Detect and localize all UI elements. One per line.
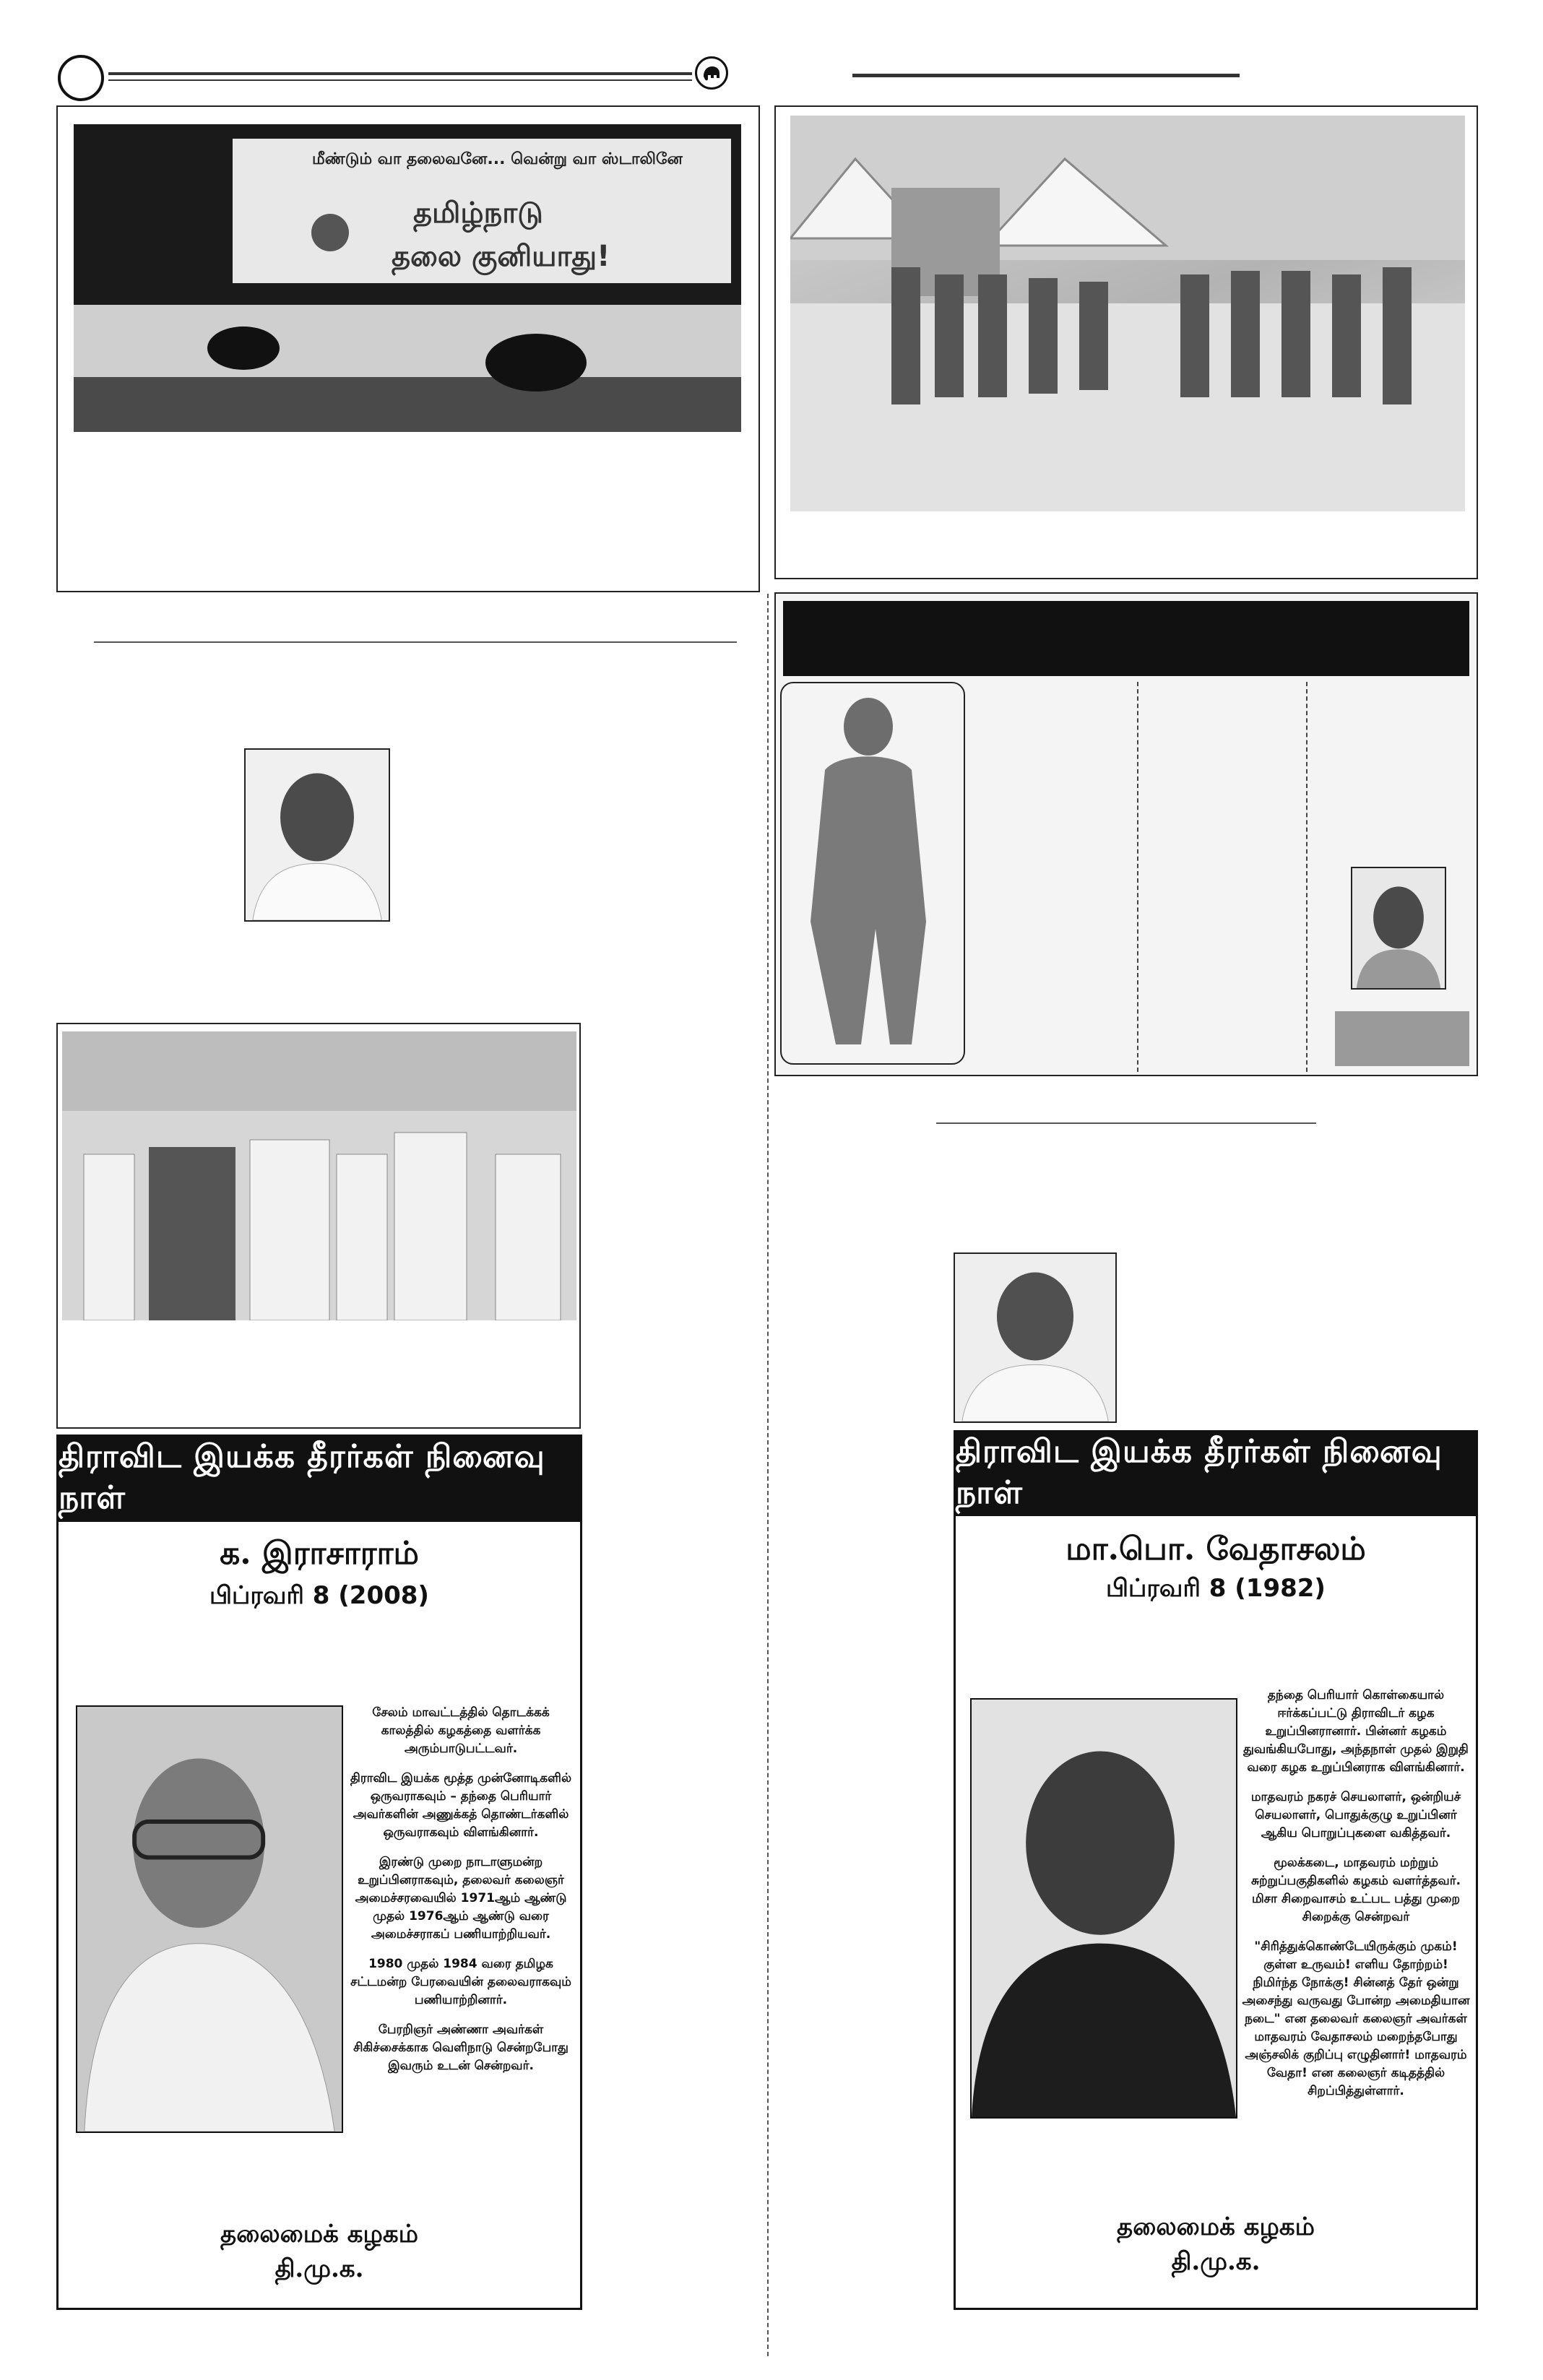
header-rule-right [852,74,1240,77]
left-section-rule [94,641,737,643]
portrait-photo-2 [1351,867,1446,990]
tribute-right-date: பிப்ரவரி 8 (1982) [1106,1574,1326,1603]
right-section-rule [936,1122,1316,1124]
tribute-right-portrait [970,1698,1237,2119]
tribute-left-bio [349,1704,573,2087]
tribute-left-footer-line2: தி.மு.க. [275,2254,364,2283]
page-column-divider [767,594,769,2356]
header-rule-left-thin [108,79,692,81]
portrait-photo-1 [244,748,390,922]
elephant-emblem-icon [695,56,728,90]
tribute-left-para-5: பேரறிஞர் அண்ணா அவர்கள் சிகிச்சைக்காக வெளிநாடு சென்றபோது இவரும் உடன் சென்றவர். [353,2022,569,2073]
tribute-right-para-3: மூலக்கடை, மாதவரம் மற்றும் சுற்றுப்பகுதிகளில் கழகம் வளர்த்தவர். மிசா சிறைவாசம் உட்பட பத்து முறை சிறைக்கு சென்றவர் [1250,1856,1461,1924]
stage-photo [74,124,741,432]
statue-feature-box [774,592,1478,1076]
column-divider-1 [1137,682,1138,1072]
tribute-left-date: பிப்ரவரி 8 (2008) [209,1581,429,1610]
cricket-photo [790,116,1465,511]
tribute-right-bio [1242,1687,1470,2112]
tribute-left-portrait [76,1705,343,2133]
stage-banner-line3: தலை குனியாது! [392,240,610,273]
crowd-photo [62,1031,576,1320]
tribute-right-footer-line1: தலைமைக் கழகம் [1117,2212,1315,2241]
tribute-right-para-1: தந்தை பெரியார் கொள்கையால் ஈர்க்கப்பட்டு திராவிடர் கழக உறுப்பினரானார். பின்னர் கழகம் துவங்கியபோது, அந்தநாள் முதல் இறுதி வரை கழக உறுப்பினராக விளங்கினார். [1243,1688,1469,1775]
column-divider-2 [1306,682,1308,1072]
tribute-left-footer [59,2217,580,2286]
header-rule-left [108,72,692,75]
tribute-right-para-4: "சிரித்துக்கொண்டேயிருக்கும் முகம்! குள்ள உருவம்! எளிய தோற்றம்! நிமிர்ந்த நோக்கு! சின்னத் தேர் ஒன்று அசைந்து வருவது போன்ற அமைதியான நடை" என தலைவர் கலைஞர் அவர்கள் மாதவரம் வேதாசலம் மறைந்தபோது அஞ்சலிக் குறிப்பு எழுதினார்! மாதவரம் வேதா! என கலைஞர் கடிதத்தில் சிறப்பித்துள்ளார். [1242,1939,1470,2098]
stage-photo-box [56,105,760,592]
tribute-right [954,1430,1478,2310]
cricket-photo-box [774,105,1478,579]
feature-header-bar [783,601,1469,676]
tribute-left-footer-line1: தலைமைக் கழகம் [220,2220,418,2249]
tribute-right-footer-line2: தி.மு.க. [1171,2247,1261,2276]
tribute-left-para-3: இரண்டு முறை நாடாளுமன்ற உறுப்பினராகவும், தலைவர் கலைஞர் அமைச்சரவையில் 1971ஆம் ஆண்டு முதல் 1976ஆம் ஆண்டு வரை அமைச்சராகப் பணியாற்றியவர். [355,1855,567,1942]
tribute-right-name: மா.பொ. வேதாசலம் [1066,1531,1366,1567]
tribute-left-para-4: 1980 முதல் 1984 வரை தமிழக சட்டமன்ற பேரவையின் தலைவராகவும் பணியாற்றினார். [350,1957,571,2007]
crowd-photo-box [56,1023,581,1429]
tribute-left-banner: திராவிட இயக்க தீரர்கள் நினைவு நாள் [59,1437,580,1522]
tribute-right-banner: திராவிட இயக்க தீரர்கள் நினைவு நாள் [956,1432,1476,1516]
tribute-left [56,1435,582,2310]
stage-banner-line2: தமிழ்நாடு [413,196,543,230]
stage-banner-line1: மீண்டும் வா தலைவனே... வென்று வா ஸ்டாலினே [312,150,683,168]
tribute-right-para-2: மாதவரம் நகரச் செயலாளர், ஒன்றியச் செயலாளர், பொதுக்குழு உறுப்பினர் ஆகிய பொறுப்புகளை வகித்தவர். [1250,1790,1461,1840]
tribute-right-footer [956,2210,1476,2279]
tribute-left-para-2: திராவிட இயக்க மூத்த முன்னோடிகளில் ஒருவராகவும் – தந்தை பெரியார் அவர்களின் அணுக்கத் தொண்டர்களில் ஒருவராகவும் விளங்கினார். [350,1771,572,1840]
portrait-photo-3 [954,1252,1117,1423]
tribute-left-para-1: சேலம் மாவட்டத்தில் தொடக்கக் காலத்தில் கழகத்தை வளர்க்க அரும்பாடுபட்டவர். [372,1705,550,1756]
statue-photo [780,682,965,1065]
page-number-circle [58,55,104,101]
grey-caption-block [1335,1011,1469,1066]
tribute-left-name: க. இராசாராம் [220,1535,419,1572]
